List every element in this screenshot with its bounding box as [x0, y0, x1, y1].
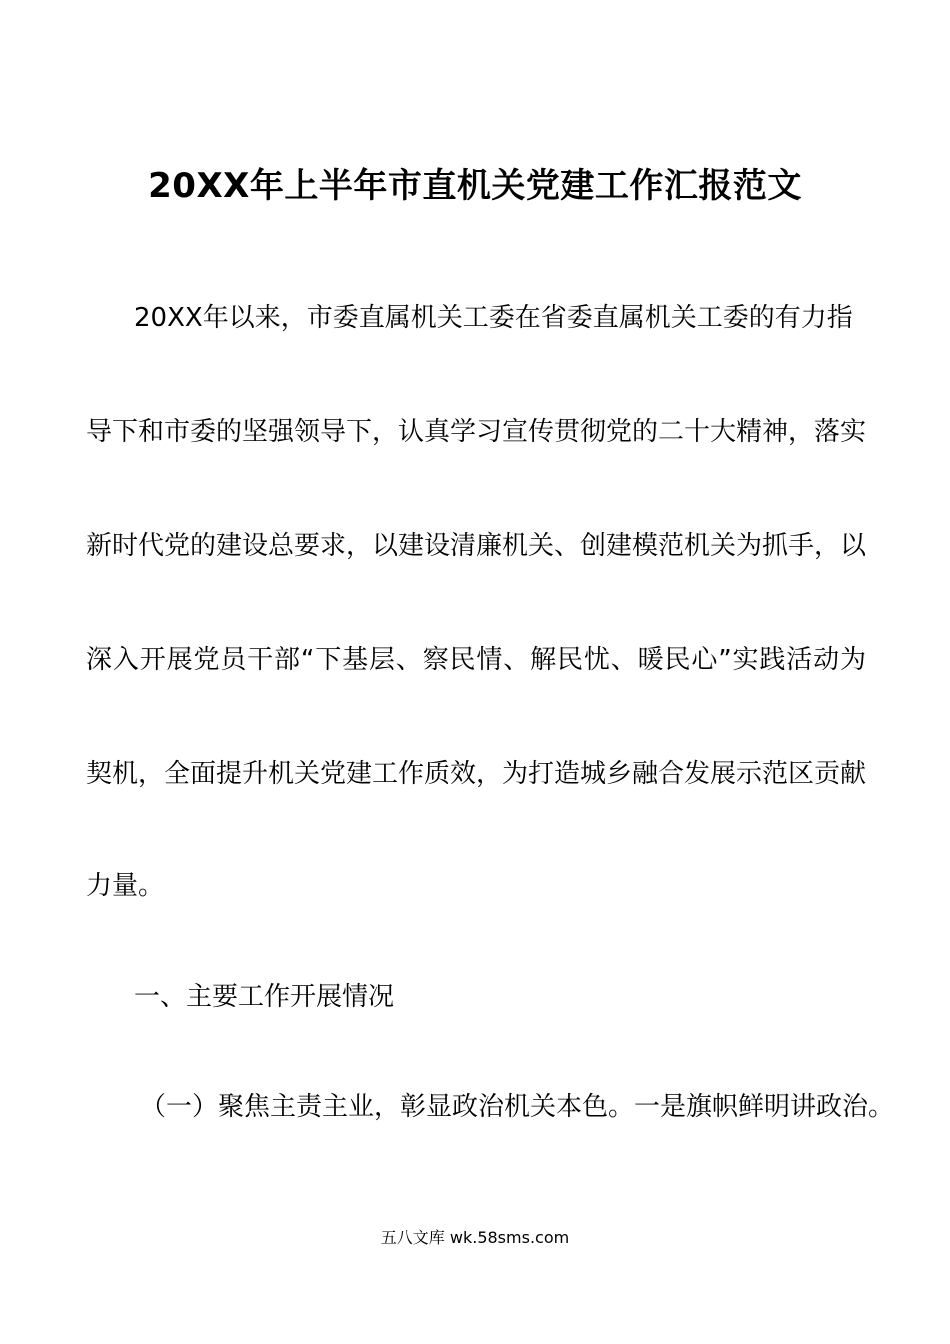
paragraph-line-4: 深入开展党员干部“下基层、察民情、解民忧、暖民心”实践活动为	[86, 645, 866, 675]
paragraph-line-6: 力量。	[86, 871, 165, 901]
section-heading: 一、主要工作开展情况	[134, 982, 395, 1012]
paragraph-line-2: 导下和市委的坚强领导下，认真学习宣传贯彻党的二十大精神，落实	[86, 417, 867, 447]
paragraph-line-5: 契机，全面提升机关党建工作质效，为打造城乡融合发展示范区贡献	[86, 759, 867, 789]
subsection-line: （一）聚焦主责主业，彰显政治机关本色。一是旗帜鲜明讲政治。	[140, 1092, 895, 1122]
paragraph-line-1: 20XX年以来，市委直属机关工委在省委直属机关工委的有力指	[134, 303, 853, 333]
footer-watermark: 五八文库 wk.58sms.com	[380, 1228, 570, 1247]
document-title: 20XX年上半年市直机关党建工作汇报范文	[148, 166, 802, 206]
paragraph-line-3: 新时代党的建设总要求，以建设清廉机关、创建模范机关为抓手，以	[86, 531, 867, 561]
